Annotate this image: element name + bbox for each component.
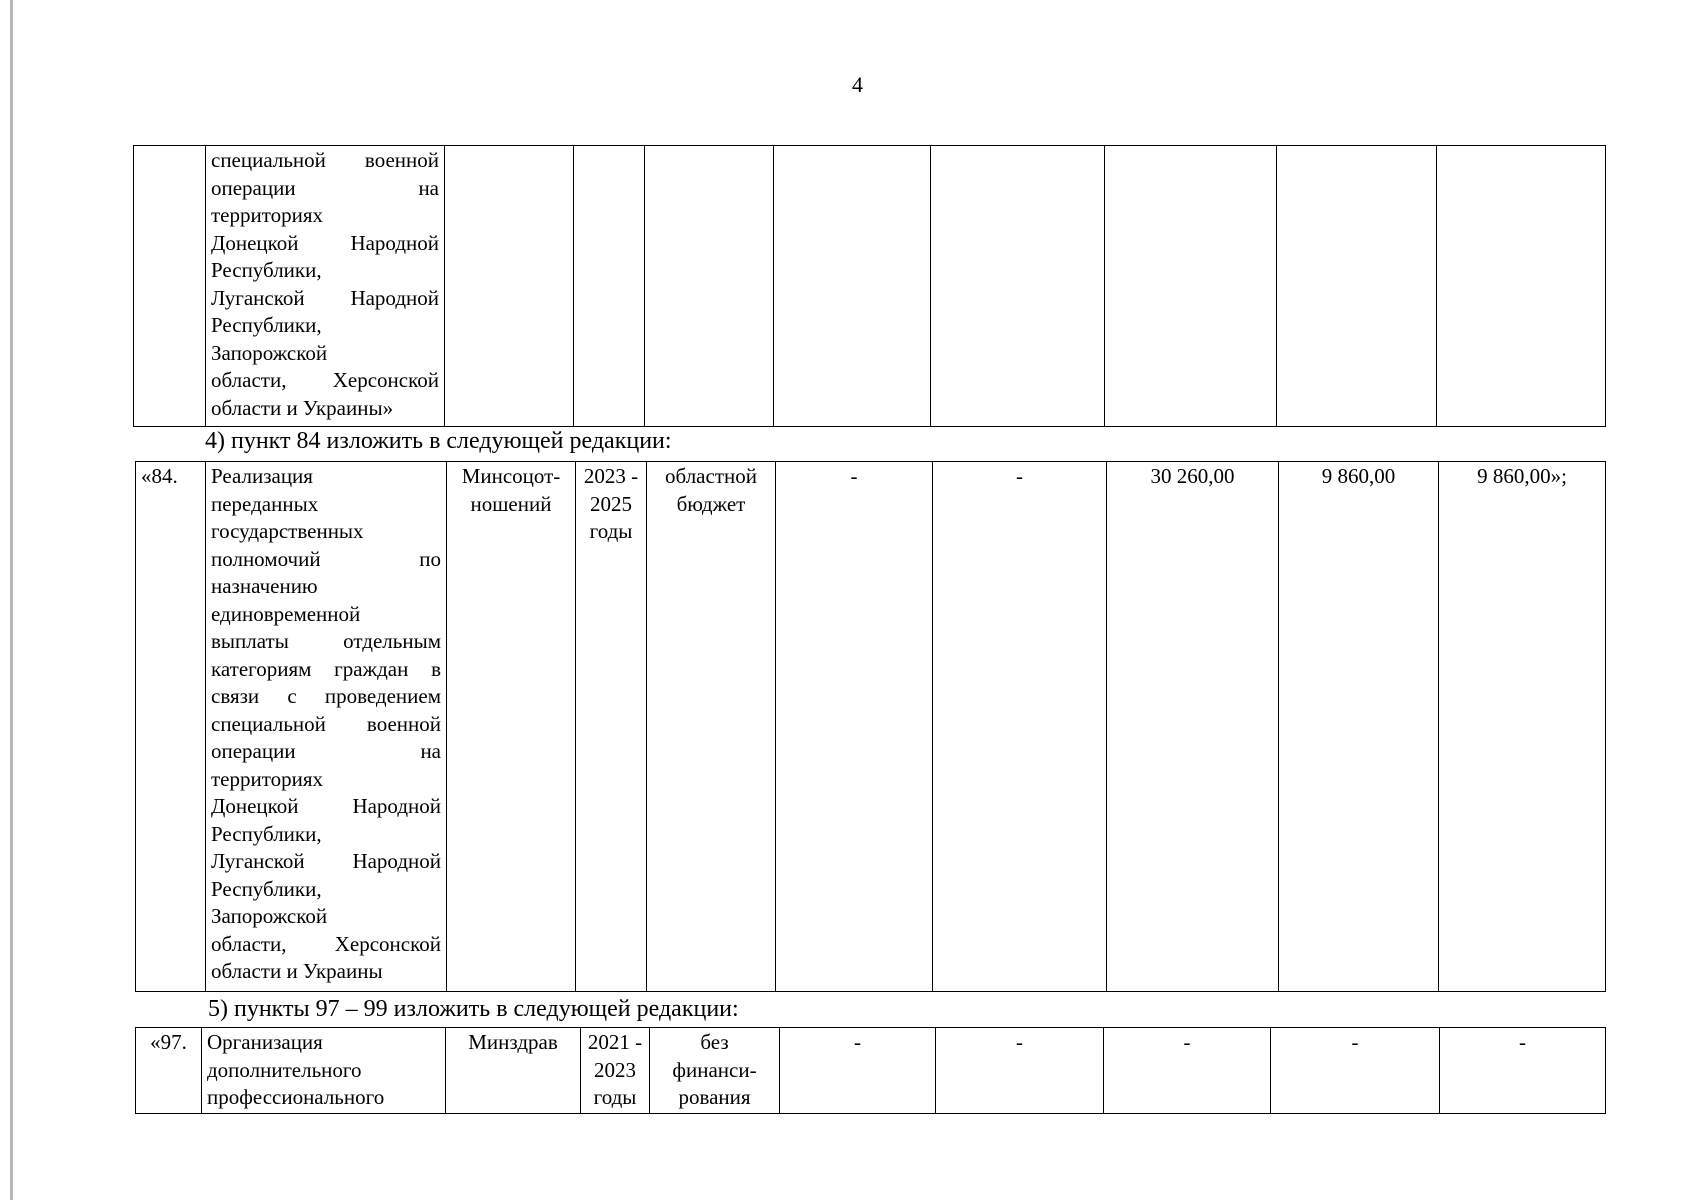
cell-value: - <box>936 1028 1104 1114</box>
cell-period <box>581 1028 650 1114</box>
name-text: Организация дополнительного профессионального <box>207 1030 385 1109</box>
cell-value <box>931 146 1105 427</box>
cell-name <box>202 1028 446 1114</box>
executor-text: Минсоцот- ношений <box>461 464 561 516</box>
table-row <box>136 1028 1606 1114</box>
cell-period <box>576 462 647 992</box>
cell-period <box>574 146 645 427</box>
cell-value: - <box>1104 1028 1271 1114</box>
cell-num: «97. <box>136 1028 202 1114</box>
cell-executor: Минздрав <box>446 1028 581 1114</box>
cell-value <box>1277 146 1437 427</box>
period-text: 2023 - 2025 годы <box>583 464 639 543</box>
cell-num <box>134 146 206 427</box>
cell-value: - <box>776 462 933 992</box>
cell-name <box>206 462 447 992</box>
cell-value: 30 260,00 <box>1107 462 1279 992</box>
cell-value <box>1105 146 1277 427</box>
cell-value: - <box>1440 1028 1606 1114</box>
cell-source <box>647 462 776 992</box>
cell-value: 9 860,00»; <box>1439 462 1606 992</box>
cell-value <box>774 146 931 427</box>
cell-value: - <box>933 462 1107 992</box>
cell-executor <box>447 462 576 992</box>
instruction-4: 4) пункт 84 изложить в следующей редакции: <box>205 428 672 454</box>
cell-name <box>206 146 445 427</box>
cell-value: - <box>780 1028 936 1114</box>
cell-source <box>645 146 774 427</box>
name-text: Реализация переданных государственных полномочий по назначению единовременной выплаты отдельным категориям граждан в связи с проведением специальной военной операции на территориях Донецкой Народной Республики, Луганской Народной Республики, Запорожской области, Херсонской области и Украины <box>211 464 441 983</box>
source-text: без финанси- рования <box>672 1030 757 1109</box>
page-number: 4 <box>852 72 863 97</box>
scan-edge <box>10 0 13 1200</box>
instruction-5: 5) пункты 97 – 99 изложить в следующей редакции: <box>208 996 739 1022</box>
cell-source <box>650 1028 780 1114</box>
cell-value: - <box>1271 1028 1440 1114</box>
table-row <box>134 146 1606 427</box>
cell-num: «84. <box>136 462 206 992</box>
cell-executor <box>445 146 574 427</box>
source-text: областной бюджет <box>665 464 757 516</box>
cell-value: 9 860,00 <box>1279 462 1439 992</box>
period-text: 2021 - 2023 годы <box>587 1030 643 1109</box>
table-item-97 <box>135 1027 1606 1114</box>
cell-value <box>1437 146 1606 427</box>
table-row <box>136 462 1606 992</box>
table-item-84 <box>135 461 1606 992</box>
name-text: специальной военной операции на территориях Донецкой Народной Республики, Луганской Народной Республики, Запорожской области, Херсонской области и Украины» <box>211 148 439 420</box>
table-continuation <box>133 145 1606 427</box>
